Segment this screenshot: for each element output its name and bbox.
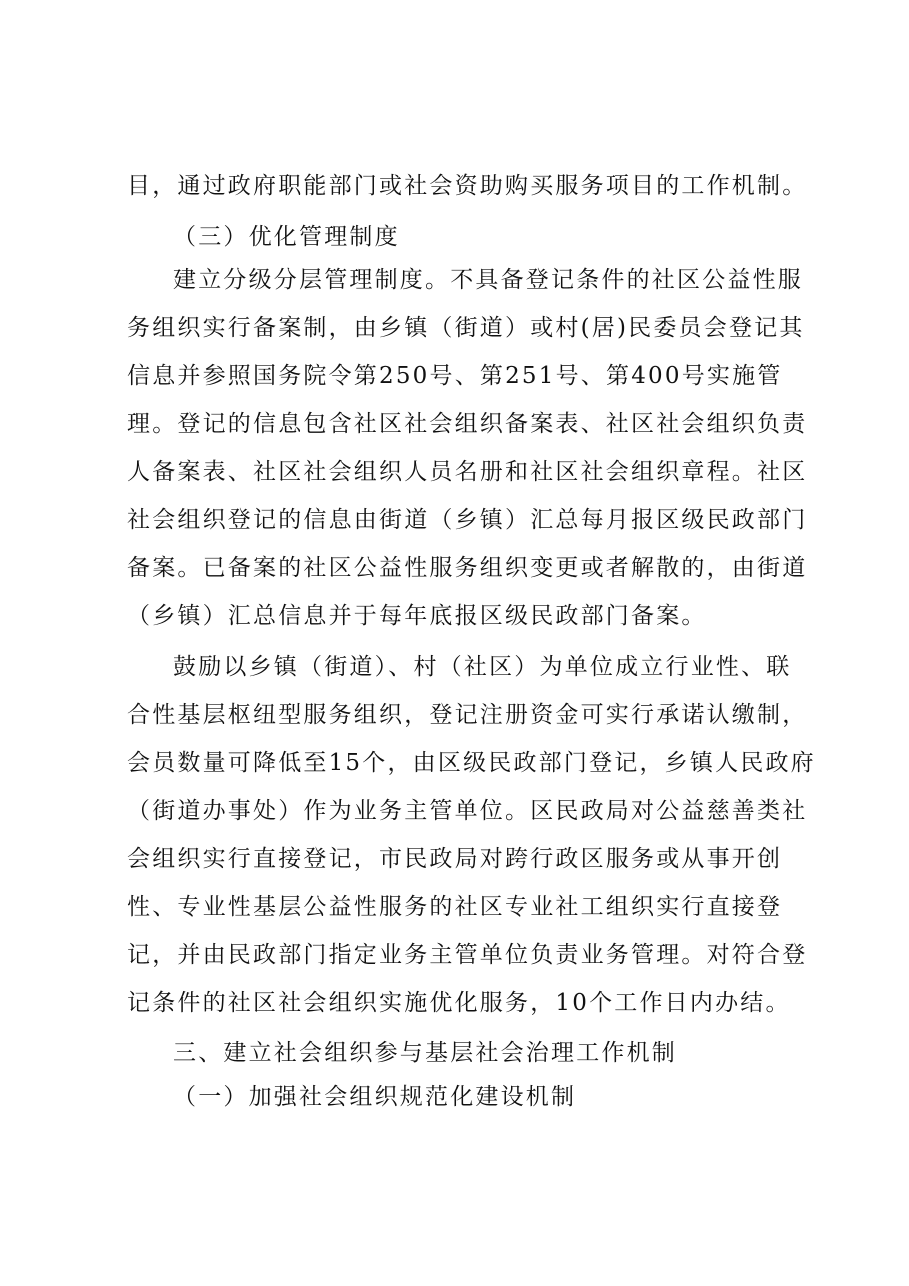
body-text-line: （乡镇）汇总信息并于每年底报区级民政部门备案。 — [127, 603, 707, 629]
section-heading: 三、建立社会组织参与基层社会治理工作机制 — [173, 1040, 677, 1066]
body-text-line: 理。登记的信息包含社区社会组织备案表、社区社会组织负责 — [127, 411, 808, 437]
body-text-line: 记条件的社区社会组织实施优化服务，10个工作日内办结。 — [127, 990, 791, 1016]
body-text-line: 社会组织登记的信息由街道（乡镇）汇总每月报区级民政部门 — [127, 507, 808, 533]
section-heading: （三）优化管理制度 — [173, 224, 400, 250]
body-text-line: 性、专业性基层公益性服务的社区专业社工组织实行直接登 — [127, 894, 783, 920]
body-text-line: 务组织实行备案制，由乡镇（街道）或村(居)民委员会登记其 — [127, 315, 805, 341]
body-text-line: 信息并参照国务院令第250号、第251号、第400号实施管 — [127, 363, 783, 389]
subsection-heading: （一）加强社会组织规范化建设机制 — [173, 1084, 577, 1110]
body-text-line: 鼓励以乡镇（街道）、村（社区）为单位成立行业性、联 — [173, 654, 792, 680]
body-text-line: （街道办事处）作为业务主管单位。区民政局对公益慈善类社 — [127, 798, 808, 824]
body-text-line: 目，通过政府职能部门或社会资助购买服务项目的工作机制。 — [127, 173, 808, 199]
body-text-line: 人备案表、社区社会组织人员名册和社区社会组织章程。社区 — [127, 459, 808, 485]
body-text-line: 会组织实行直接登记，市民政局对跨行政区服务或从事开创 — [127, 846, 783, 872]
body-text-line: 合性基层枢纽型服务组织，登记注册资金可实行承诺认缴制， — [127, 702, 808, 728]
body-text-line: 会员数量可降低至15个，由区级民政部门登记，乡镇人民政府 — [127, 750, 816, 776]
body-text-line: 记，并由民政部门指定业务主管单位负责业务管理。对符合登 — [127, 942, 808, 968]
body-text-line: 备案。已备案的社区公益性服务组织变更或者解散的，由街道 — [127, 555, 808, 581]
body-text-line: 建立分级分层管理制度。不具备登记条件的社区公益性服 — [173, 267, 803, 293]
